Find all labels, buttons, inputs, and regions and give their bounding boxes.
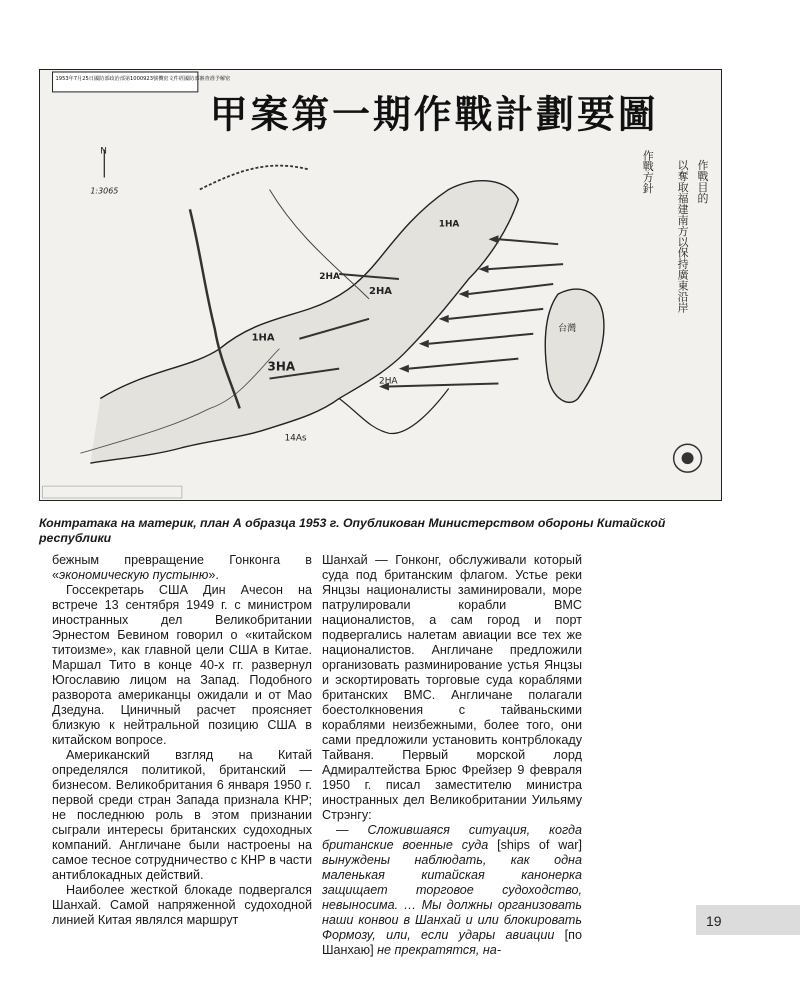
text-run: бежным превращение Гонконга в « — [52, 553, 312, 582]
quote-insert: [ships of war] — [497, 838, 582, 852]
paragraph: Наиболее жесткой блокаде подвергался Шанхай. Самой напряженной судоходной линией Китая являлся маршрут — [52, 883, 312, 927]
island-label: 台灣 — [558, 323, 577, 334]
text-column-left — [52, 553, 312, 928]
quote-text: — Сложившаяся ситуация, когда британские военные суда — [322, 823, 582, 852]
text-run: ». — [208, 568, 219, 582]
quote-insert: [по Шанхаю] — [322, 928, 582, 957]
quote-paragraph — [322, 823, 582, 958]
map-figure — [39, 69, 722, 501]
map-note: 以奪取福建南方以保持廣東沿岸 — [676, 159, 690, 313]
unit-label: 2HA — [379, 376, 398, 387]
paragraph: Госсекретарь США Дин Ачесон на встрече 13 сентября 1949 г. с министром иностранных дел Великобритании Эрнестом Бевином говорил о «китайском титоизме», как главной цели США в Китае. Маршал Тито в конце 40-х гг. развернул Югославию лицом на Запад. Подобного разворота американцы ожидали и от Мао Дзедуна. Циничный расчет проясняет близкую к нейтральной позицию США в китайском вопросе. — [52, 583, 312, 747]
map-illustration — [40, 70, 721, 500]
scale-label: 1:3065 — [90, 186, 119, 196]
emphasis-text: экономическую пустыню — [59, 568, 209, 582]
map-note: 作戰目的 — [696, 159, 710, 204]
stamp-text: 1953年7月25日國防部政治部第1000923號機密文件經國防部審查准予解密 — [55, 75, 231, 82]
quote-text: не прекратятся, на- — [373, 943, 502, 957]
unit-label: 2HA — [369, 285, 392, 297]
figure-caption: Контратака на материк, план А образца 1953 г. Опубликован Министерством обороны Китайской республики — [39, 516, 666, 545]
unit-label: 3HA — [267, 359, 296, 374]
quote-text: вынуждены наблюдать, как одна маленькая китайская канонерка защищает торговое судоходство, невыносима. … Мы должны организовать наши конвои в Шанхай и или блокировать Формозу, или, если удары авиации — [322, 853, 582, 942]
map-title: 甲案第一期作戰計劃要圖 — [209, 91, 659, 137]
paragraph — [52, 553, 312, 583]
text-column-right — [322, 553, 582, 958]
unit-label: 2HA — [319, 272, 340, 283]
page-number: 19 — [706, 913, 722, 929]
unit-label: 14As — [284, 433, 307, 444]
unit-label: 1HA — [251, 332, 275, 344]
north-label: N — [100, 146, 107, 157]
paragraph: Шанхай — Гонконг, обслуживали который суда под британским флагом. Устье реки Янцзы националисты заминировали, море патрулировали корабли ВМС националистов, а сам город и порт подвергались налетам авиации все тех же националистов. Англичане предложили организовать разминирование устья Янцзы и эскортировать торговые суда кораблями британских ВМС. Англичане полагали боестолкновения с тайваньскими кораблями неизбежными, более того, они сами предложили установить контрблокаду Тайваня. Первый морской лорд Адмиралтейства Брюс Фрейзер 9 февраля 1950 г. писал заместителю министра иностранных дел Великобритании Уильяму Стрэнгу: — [322, 553, 582, 822]
seal-center — [682, 452, 694, 464]
paragraph: Американский взгляд на Китай определялся политикой, британский — бизнесом. Великобритания 6 января 1950 г. первой среди стран Запада признала КНР; не последнюю роль в этом признании сыграли интересы британских судоходных компаний. Англичане были настроены на самое тесное сотрудничество с КНР в части антиблокадных действий. — [52, 748, 312, 882]
unit-label: 1HA — [438, 219, 460, 230]
map-note: 作戰方針 — [641, 149, 655, 194]
